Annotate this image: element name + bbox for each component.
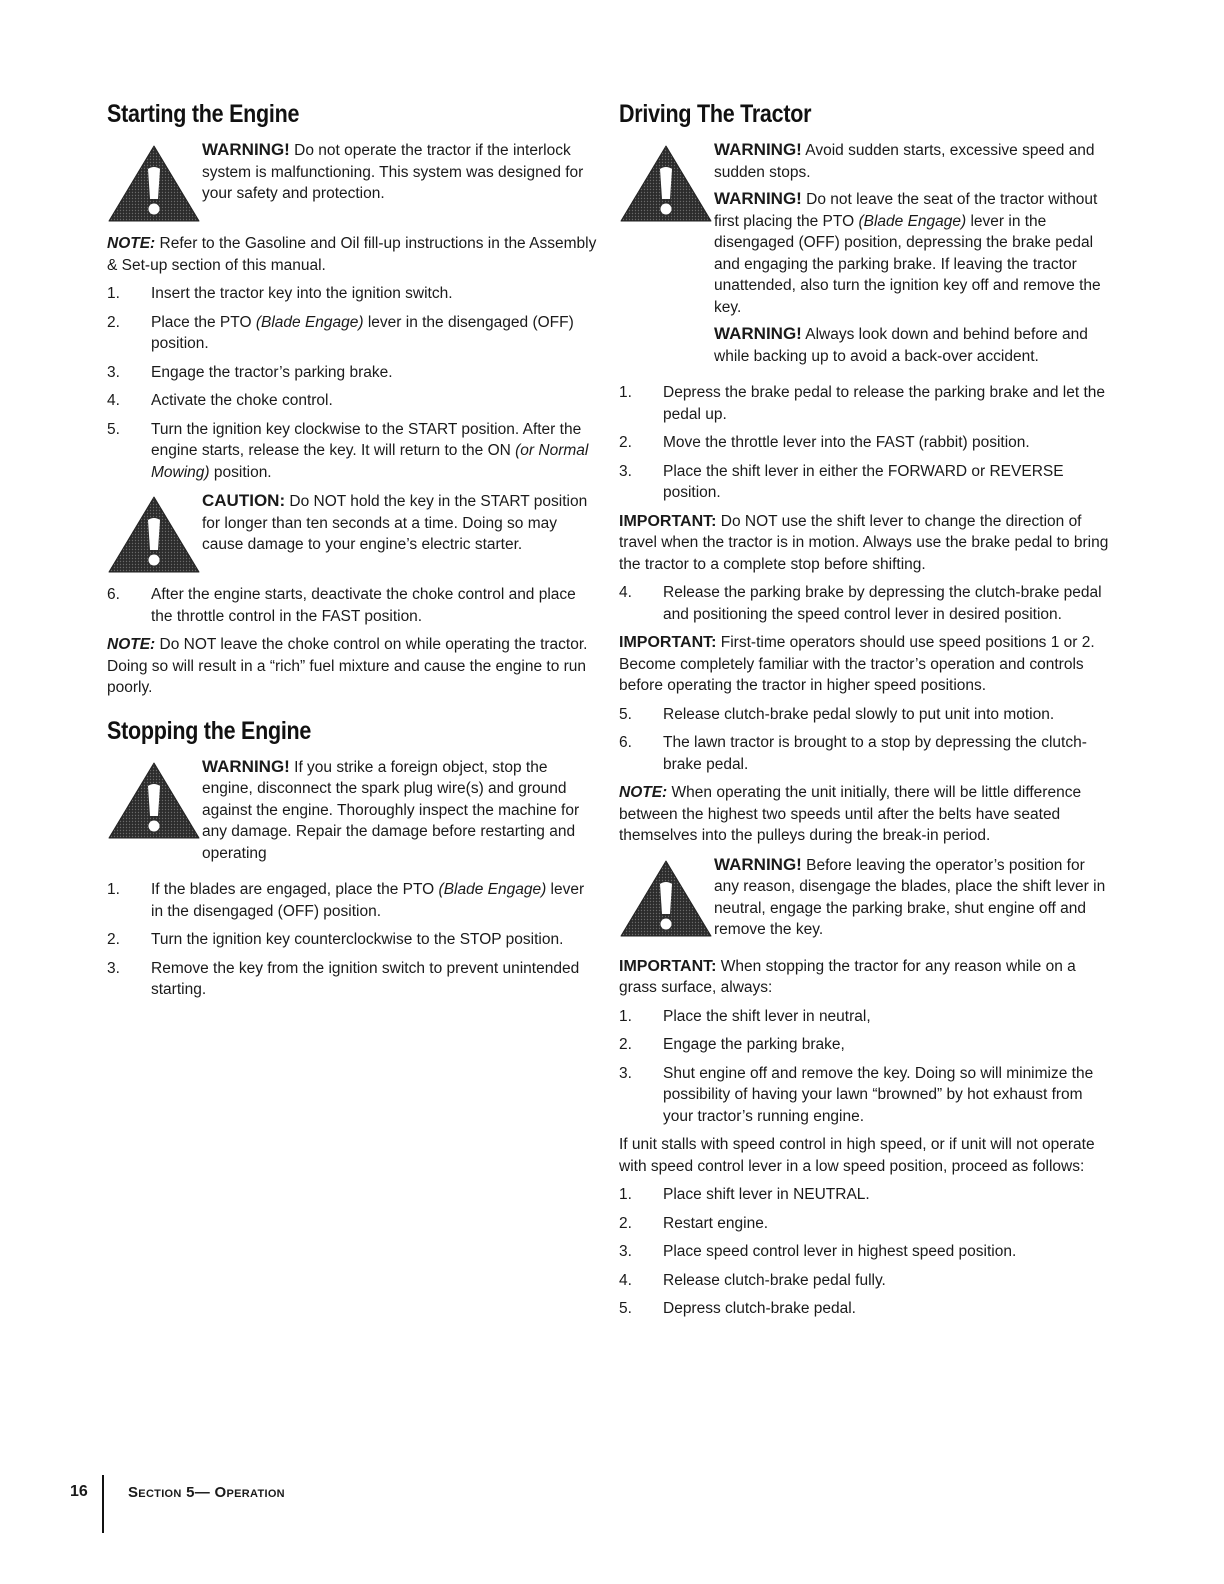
warning-leaving (619, 854, 1109, 946)
drive-steps-list (619, 382, 1109, 504)
note-text: When operating the unit initially, there will be little difference between the highest two speeds until after the belts have seated themselves into the pulleys during the break-in period. (619, 784, 1082, 844)
start-steps-list (107, 283, 597, 483)
caution-text: Do NOT hold the key in the START position for longer than ten seconds at a time. Doing so may cause damage to your engine’s electric starter. (202, 493, 588, 553)
start-steps-list-cont (107, 584, 597, 627)
list-item: 5. Depress clutch-brake pedal. (619, 1300, 856, 1317)
warning-foreign-object (107, 756, 597, 870)
right-column (619, 100, 1109, 1327)
warning-label: WARNING! (202, 140, 290, 159)
grass-steps-list (619, 1006, 1109, 1128)
warning-text: Do not leave the seat of the tractor without first placing the PTO (Blade Engage) lever in the disengaged (OFF) position, depressing the brake pedal and engaging the parking brake. If leaving the tractor unattended, also turn the ignition key off and remove the key. (714, 191, 1101, 316)
note-text: Do NOT leave the choke control on while operating the tractor. Doing so will result in a “rich” fuel mixture and cause the engine to run poorly. (107, 636, 588, 696)
list-item: 1. Place the shift lever in neutral, (619, 1007, 871, 1025)
list-item: 5. Release clutch-brake pedal slowly to put unit into motion. (619, 705, 1055, 723)
footer-section-title: Section 5— Operation (128, 1484, 285, 1501)
warning-triangle-icon (619, 858, 714, 938)
warning-label: WARNING! (714, 324, 802, 343)
warning-triangle-icon (107, 760, 202, 840)
list-item: 4. Activate the choke control. (107, 392, 333, 409)
note-label: NOTE: (107, 235, 156, 252)
list-item: 4. Release the parking brake by depressing the clutch-brake pedal and positioning the speed control lever in desired position. (619, 584, 1102, 623)
warning-driving (619, 139, 1109, 372)
list-item: 6. After the engine starts, deactivate the choke control and place the throttle control in the FAST position. (107, 586, 576, 625)
important-text: First-time operators should use speed positions 1 or 2. Become completely familiar with the tractor’s operation and controls before operating the tractor in higher speed positions. (619, 634, 1095, 694)
drive-steps-list-cont2 (619, 704, 1109, 776)
list-item: 3. Engage the tractor’s parking brake. (107, 363, 393, 381)
warning-text: If you strike a foreign object, stop the engine, disconnect the spark plug wire(s) and ground against the engine. Thoroughly inspect the machine for any damage. Repair the damage before restarting and operating (202, 758, 580, 862)
warning-label: WARNING! (714, 854, 802, 874)
section-title-starting: Starting the Engine (107, 100, 300, 128)
warning-text: Avoid sudden starts, excessive speed and sudden stops. (714, 142, 1095, 181)
left-column (107, 100, 597, 1008)
warning-label: WARNING! (202, 756, 290, 776)
list-item: 2. Move the throttle lever into the FAST (rabbit) position. (619, 434, 1030, 451)
para-stalls: If unit stalls with speed control in high speed, or if unit will not operate with speed control lever in a low speed position, proceed as follows: (619, 1136, 1095, 1175)
note-label: NOTE: (619, 784, 668, 801)
list-item: 2. Turn the ignition key counterclockwise to the STOP position. (107, 931, 564, 948)
caution-starter (107, 490, 597, 574)
list-item: 1. Place shift lever in NEUTRAL. (619, 1186, 870, 1203)
list-item: 6. The lawn tractor is brought to a stop by depressing the clutch-brake pedal. (619, 734, 1087, 773)
page-footer (70, 1475, 285, 1535)
important-label: IMPORTANT: (619, 634, 717, 651)
footer-divider (102, 1475, 104, 1533)
note-speeds (619, 782, 1109, 847)
list-item: 1. Insert the tractor key into the ignition switch. (107, 285, 453, 302)
list-item: 3. Remove the key from the ignition switch to prevent unintended starting. (107, 959, 580, 998)
important-shift (619, 511, 1109, 576)
important-grass (619, 956, 1109, 999)
important-text: When stopping the tractor for any reason while on a grass surface, always: (619, 957, 1076, 996)
caution-label: CAUTION: (202, 491, 286, 510)
warning-text: Before leaving the operator’s position for any reason, disengage the blades, place the shift lever in neutral, engage the parking brake, shut engine off and remove the key. (714, 856, 1106, 938)
warning-interlock (107, 139, 597, 223)
note-fillup (107, 233, 597, 276)
list-item: 2. Restart engine. (619, 1214, 769, 1232)
note-label: NOTE: (107, 636, 156, 653)
drive-steps-list-cont (619, 582, 1109, 625)
note-choke (107, 634, 597, 699)
warning-text: Do not operate the tractor if the interlock system is malfunctioning. This system was designed for your safety and protection. (202, 142, 584, 202)
important-label: IMPORTANT: (619, 957, 717, 975)
list-item: 5. Turn the ignition key clockwise to the START position. After the engine starts, release the key. It will return to the ON (or Normal Mowing) position. (107, 420, 589, 481)
page-number: 16 (70, 1483, 88, 1500)
stop-steps-list (107, 879, 597, 1001)
list-item: 3. Place the shift lever in either the FORWARD or REVERSE position. (619, 462, 1064, 501)
warning-label: WARNING! (714, 140, 802, 159)
list-item: 2. Engage the parking brake, (619, 1036, 845, 1053)
important-first-time (619, 632, 1109, 697)
warning-triangle-icon (107, 143, 202, 223)
list-item: 3. Shut engine off and remove the key. Doing so will minimize the possibility of having your lawn “browned” by hot exhaust from your tractor’s running engine. (619, 1064, 1094, 1125)
section-title-driving: Driving The Tractor (619, 100, 812, 128)
list-item: 2. Place the PTO (Blade Engage) lever in the disengaged (OFF) position. (107, 313, 574, 352)
warning-text: Always look down and behind before and while backing up to avoid a back-over accident. (714, 326, 1088, 365)
list-item: 3. Place speed control lever in highest speed position. (619, 1243, 1017, 1260)
warning-triangle-icon (107, 494, 202, 574)
note-text: Refer to the Gasoline and Oil fill-up instructions in the Assembly & Set-up section of this manual. (107, 235, 597, 274)
list-item: 1. If the blades are engaged, place the PTO (Blade Engage) lever in the disengaged (OFF) position. (107, 881, 585, 920)
list-item: 4. Release clutch-brake pedal fully. (619, 1271, 886, 1289)
important-text: Do NOT use the shift lever to change the direction of travel when the tractor is in motion. Always use the brake pedal to bring the tractor to a complete stop before shifting. (619, 512, 1109, 573)
warning-label: WARNING! (714, 189, 802, 208)
stall-steps-list (619, 1184, 1109, 1320)
list-item: 1. Depress the brake pedal to release the parking brake and let the pedal up. (619, 384, 1106, 423)
warning-triangle-icon (619, 143, 714, 223)
important-label: IMPORTANT: (619, 512, 717, 530)
section-title-stopping: Stopping the Engine (107, 716, 312, 745)
